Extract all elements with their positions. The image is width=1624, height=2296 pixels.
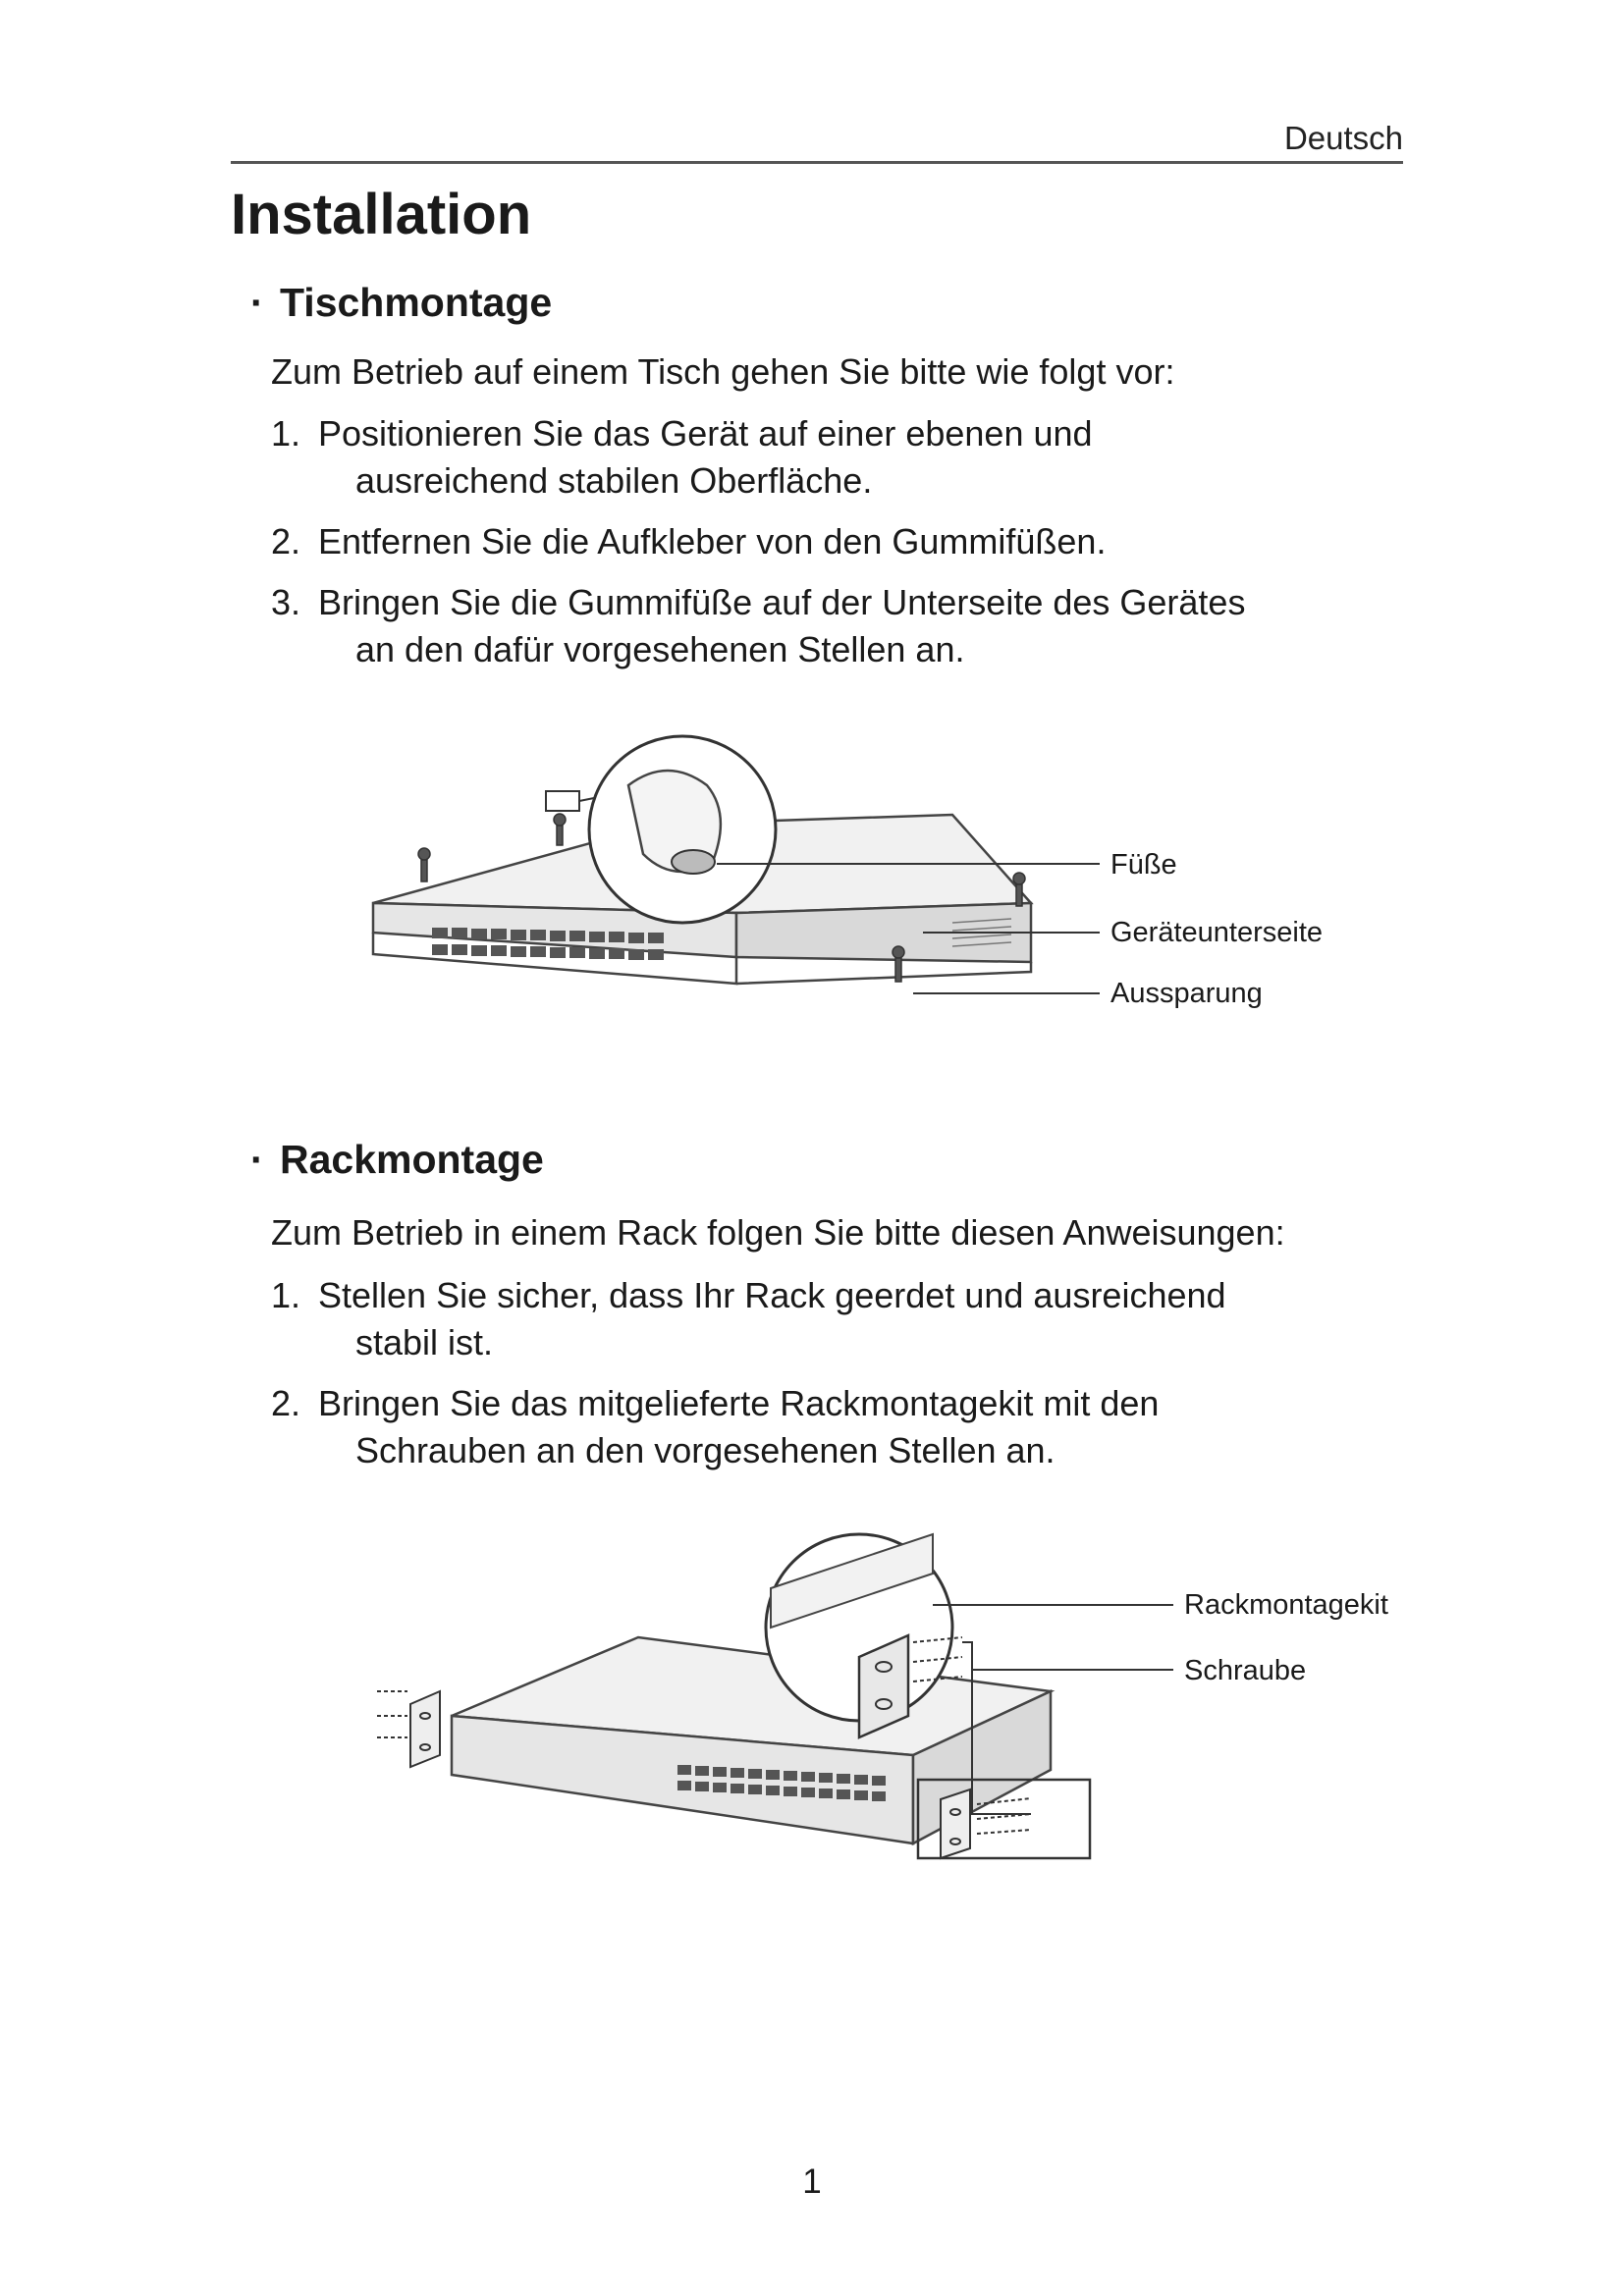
- bullet-icon: ·: [250, 280, 264, 325]
- desktop-mount-figure: [363, 726, 1110, 1080]
- step-text: Bringen Sie das mitgelieferte Rackmontagekit mit den: [318, 1383, 1160, 1423]
- label-recess: Aussparung: [1110, 978, 1263, 1009]
- rack-steps: [271, 1272, 1226, 1488]
- step-text: Bringen Sie die Gummifüße auf der Unterseite des Gerätes: [318, 582, 1246, 622]
- step-text: Stellen Sie sicher, dass Ihr Rack geerdet und ausreichend: [318, 1275, 1226, 1315]
- page-number: 1: [802, 2163, 822, 2201]
- step-text-cont: an den dafür vorgesehenen Stellen an.: [355, 629, 965, 669]
- list-item: [271, 1380, 1226, 1474]
- section-heading-desktop-text: Tischmontage: [280, 280, 553, 325]
- label-underside: Geräteunterseite: [1110, 917, 1324, 948]
- language-label: Deutsch: [1283, 120, 1403, 156]
- step-number: 2.: [271, 1383, 301, 1423]
- rack-mount-figure: [363, 1520, 1188, 1883]
- list-item: [271, 410, 1245, 505]
- label-screw: Schraube: [1184, 1655, 1307, 1686]
- list-item: [271, 1272, 1226, 1366]
- section-heading-rack: [250, 1137, 544, 1183]
- bullet-icon: ·: [250, 1137, 264, 1182]
- step-text-cont: Schrauben an den vorgesehenen Stellen an.: [355, 1430, 1056, 1470]
- step-text-cont: ausreichend stabilen Oberfläche.: [355, 460, 873, 501]
- desktop-intro: Zum Betrieb auf einem Tisch gehen Sie bitte wie folgt vor:: [271, 351, 1175, 392]
- step-number: 1.: [271, 413, 301, 454]
- list-item: [271, 518, 1245, 565]
- step-text: Positionieren Sie das Gerät auf einer ebenen und: [318, 413, 1093, 454]
- section-heading-desktop: [250, 280, 552, 326]
- desktop-steps: [271, 410, 1245, 687]
- step-number: 3.: [271, 582, 301, 622]
- step-text-cont: stabil ist.: [355, 1322, 494, 1362]
- header-rule: [231, 161, 1403, 164]
- rack-intro: Zum Betrieb in einem Rack folgen Sie bitte diesen Anweisungen:: [271, 1212, 1285, 1253]
- label-feet: Füße: [1110, 849, 1177, 881]
- list-item: [271, 579, 1245, 673]
- section-heading-rack-text: Rackmontage: [280, 1137, 544, 1182]
- page-title: Installation: [231, 183, 532, 246]
- step-text: Entfernen Sie die Aufkleber von den Gummifüßen.: [318, 521, 1107, 561]
- step-number: 2.: [271, 521, 301, 561]
- step-number: 1.: [271, 1275, 301, 1315]
- label-rack-kit: Rackmontagekit: [1184, 1589, 1388, 1621]
